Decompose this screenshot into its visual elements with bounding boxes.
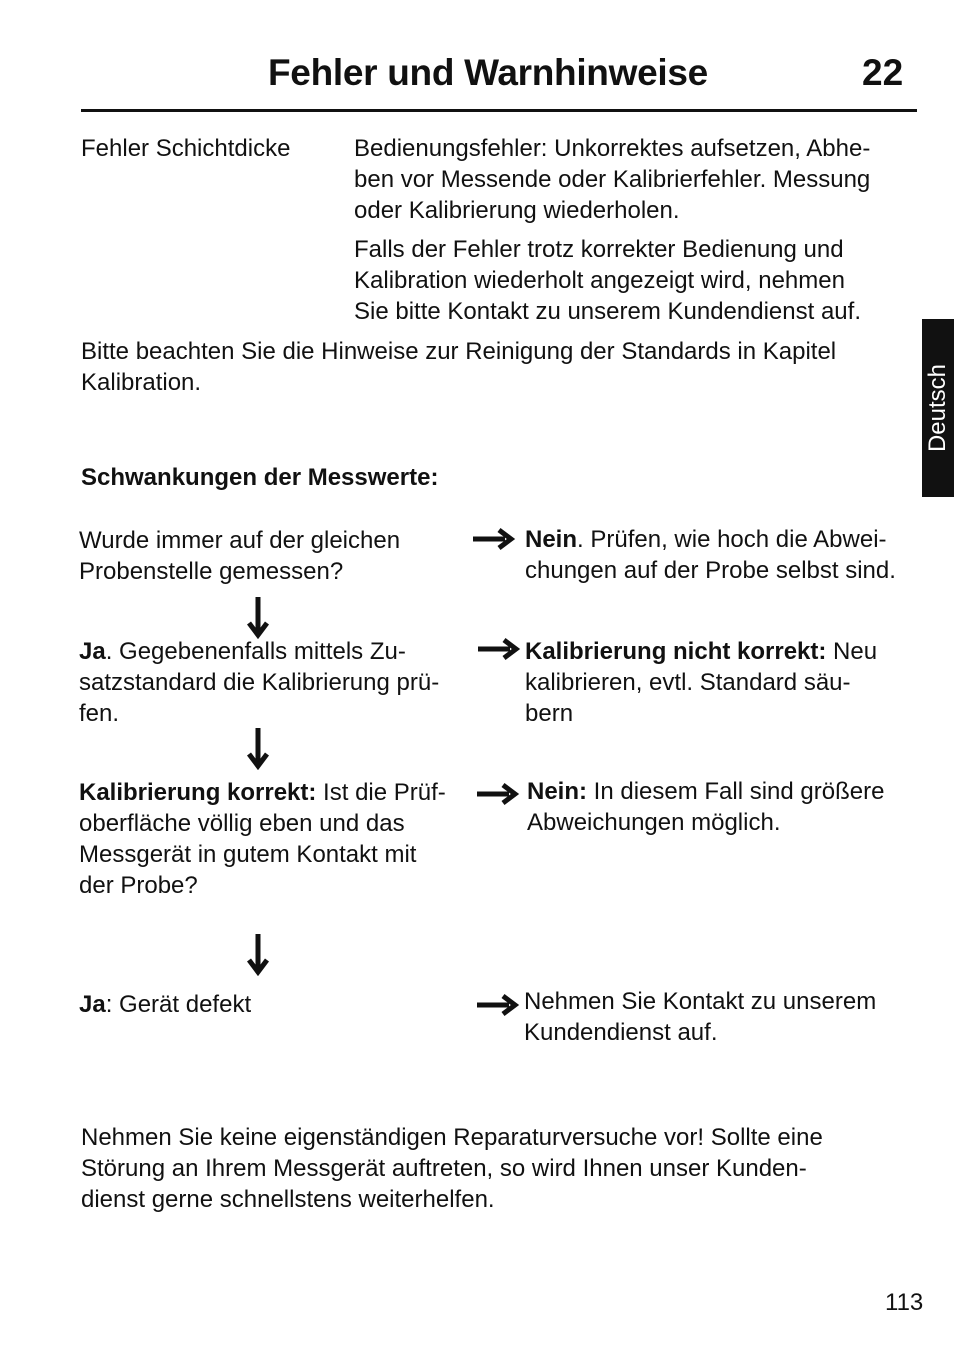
error-description-1-line: ben vor Messende oder Kalibrierfehler. Messung <box>354 166 871 193</box>
flow-question-3-line: der Probe? <box>79 872 198 899</box>
flow-answer-2-text: Neu <box>826 638 878 665</box>
arrow-right-icon <box>478 638 522 660</box>
arrow-right-icon <box>473 528 517 550</box>
flow-answer-4-line: Nehmen Sie Kontakt zu unserem <box>524 988 877 1015</box>
error-description-2-line: Kalibration wiederholt angezeigt wird, nehmen <box>354 267 845 294</box>
page-title: Fehler und Warnhinweise <box>268 52 708 93</box>
error-description-2-line: Sie bitte Kontakt zu unserem Kundendienst auf. <box>354 298 861 325</box>
arrow-right-icon <box>477 994 521 1016</box>
page-number: 113 <box>885 1289 924 1316</box>
repair-warning <box>81 1122 823 1215</box>
language-tab-label: Deutsch <box>924 363 951 453</box>
section-title: Schwankungen der Messwerte: <box>81 464 439 491</box>
error-description-1-line: Bedienungsfehler: Unkorrektes aufsetzen, Abhe- <box>354 135 871 162</box>
arrow-down-icon <box>247 934 269 976</box>
flow-answer-1-bold: Nein <box>525 526 578 553</box>
flow-question-4 <box>79 989 251 1020</box>
cleaning-note-line: Kalibration. <box>81 369 202 396</box>
flow-question-2-line: satzstandard die Kalibrierung prü- <box>79 669 440 696</box>
flow-question-3-text: Ist die Prüf- <box>316 779 446 806</box>
cleaning-note-line: Bitte beachten Sie die Hinweise zur Reinigung der Standards in Kapitel <box>81 338 837 365</box>
flow-question-3-line: Messgerät in gutem Kontakt mit <box>79 841 417 868</box>
flow-answer-3-line: Abweichungen möglich. <box>527 809 781 836</box>
error-description-1-line: oder Kalibrierung wiederholen. <box>354 197 680 224</box>
arrow-down-icon <box>247 597 269 639</box>
flow-question-3 <box>79 777 446 901</box>
repair-warning-line: dienst gerne schnellstens weiterhelfen. <box>81 1186 495 1213</box>
flow-answer-2-line: kalibrieren, evtl. Standard säu- <box>525 669 851 696</box>
flow-answer-2-line: bern <box>525 700 574 727</box>
language-tab <box>922 319 954 497</box>
repair-warning-line: Nehmen Sie keine eigenständigen Reparaturversuche vor! Sollte eine <box>81 1124 823 1151</box>
error-description-2 <box>354 234 861 327</box>
arrow-down-icon <box>247 728 269 770</box>
flow-question-2-text: . Gegebenenfalls mittels Zu- <box>105 638 406 665</box>
flow-question-2-bold: Ja <box>79 638 106 665</box>
flow-answer-3 <box>527 776 884 838</box>
flow-question-4-text: : Gerät defekt <box>105 991 252 1018</box>
flow-answer-1-text: . Prüfen, wie hoch die Abwei- <box>577 526 887 553</box>
flow-question-1-line: Probenstelle gemessen? <box>79 558 344 585</box>
flow-question-1-line: Wurde immer auf der gleichen <box>79 527 401 554</box>
flow-answer-1 <box>525 524 896 586</box>
flow-question-3-bold: Kalibrierung korrekt: <box>79 779 317 806</box>
flow-answer-1-line: chungen auf der Probe selbst sind. <box>525 557 896 584</box>
chapter-number: 22 <box>862 52 904 93</box>
header-divider <box>81 109 917 112</box>
flow-answer-4 <box>524 986 876 1048</box>
cleaning-note <box>81 336 836 398</box>
error-description-1 <box>354 133 870 226</box>
error-label: Fehler Schichtdicke <box>81 135 291 162</box>
flow-question-2-line: fen. <box>79 700 120 727</box>
flow-answer-3-bold: Nein: <box>527 778 587 805</box>
flow-answer-3-text: In diesem Fall sind größere <box>587 778 885 805</box>
flow-answer-4-line: Kundendienst auf. <box>524 1019 718 1046</box>
flow-question-1 <box>79 525 400 587</box>
flow-question-3-line: oberfläche völlig eben und das <box>79 810 405 837</box>
error-description-2-line: Falls der Fehler trotz korrekter Bedienung und <box>354 236 844 263</box>
flow-answer-2-bold: Kalibrierung nicht korrekt: <box>525 638 827 665</box>
flow-question-2 <box>79 636 439 729</box>
flow-question-4-bold: Ja <box>79 991 106 1018</box>
flow-answer-2 <box>525 636 877 729</box>
arrow-right-icon <box>477 783 521 805</box>
repair-warning-line: Störung an Ihrem Messgerät auftreten, so wird Ihnen unser Kunden- <box>81 1155 807 1182</box>
